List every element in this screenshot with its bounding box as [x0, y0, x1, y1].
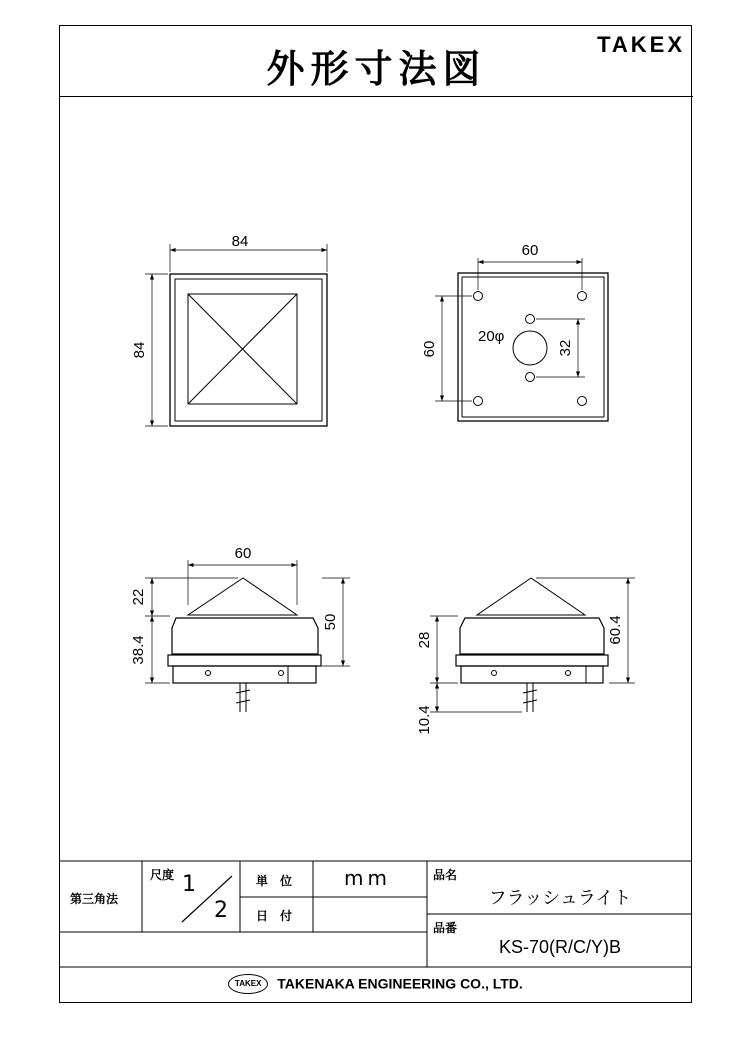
page-title: 外形寸法図 [266, 47, 487, 91]
rear-hole-dim: 20φ [478, 328, 505, 345]
scale-label: 尺度 [150, 868, 175, 882]
rear-view [435, 258, 608, 421]
front-width-dim: 84 [231, 233, 249, 250]
side-view-right [430, 578, 635, 712]
scale-numerator: 1 [182, 872, 196, 897]
product-name-label: 品名 [433, 868, 458, 882]
side2-cable-dim: 10.4 [416, 705, 433, 735]
product-name: フラッシュライト [488, 888, 632, 909]
side1-top-dim: 22 [130, 588, 147, 606]
side1-width-dim: 60 [234, 545, 252, 562]
unit-label: 単 位 [256, 874, 293, 888]
company-name: TAKENAKA ENGINEERING CO., LTD. [277, 975, 523, 992]
date-label: 日 付 [256, 909, 293, 923]
brand-logo: TAKEX [597, 32, 685, 57]
company-logo: TAKEX [228, 974, 268, 994]
side1-total-dim: 50 [322, 613, 339, 631]
side1-body-dim: 38.4 [130, 635, 147, 665]
part-number: KS-70(R/C/Y)B [498, 937, 622, 957]
side2-body-dim: 28 [416, 631, 433, 649]
front-view [145, 244, 327, 426]
rear-width-dim: 60 [521, 242, 539, 259]
scale-denominator: 2 [214, 898, 228, 923]
company-footer [59, 973, 692, 994]
part-no-label: 品番 [433, 921, 458, 935]
rear-hole-spacing-dim: 32 [557, 339, 574, 357]
projection-label: 第三角法 [70, 892, 119, 906]
unit-value: mm [344, 866, 391, 890]
rear-height-dim: 60 [421, 340, 438, 358]
side-view-left [145, 560, 350, 712]
side2-total-dim: 60.4 [607, 615, 624, 645]
front-height-dim: 84 [131, 341, 148, 359]
